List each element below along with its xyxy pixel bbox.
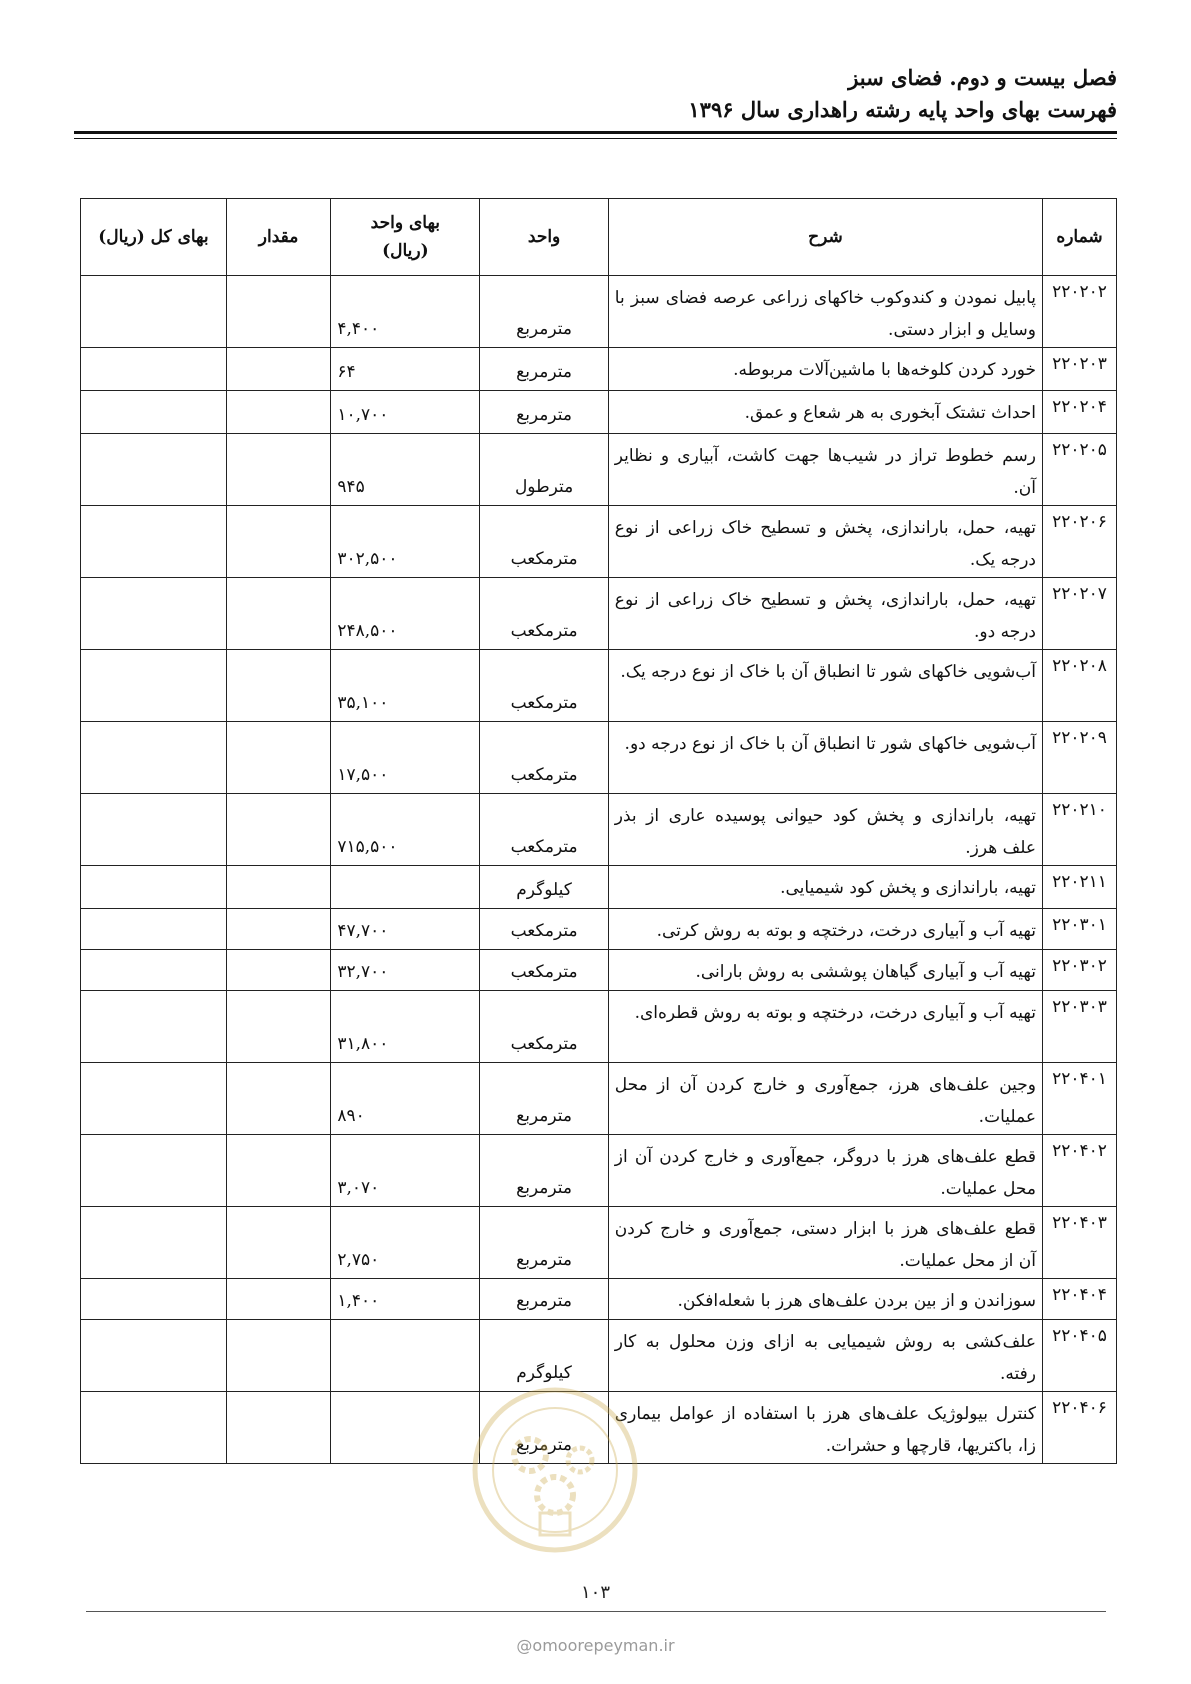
row-description: علف‌کشی به روش شیمیایی به ازای وزن محلول به کار رفته. — [608, 1320, 1042, 1392]
table-row — [81, 909, 1117, 950]
table-row — [81, 1207, 1117, 1279]
row-quantity — [226, 866, 330, 909]
row-unit-price: ۸۹۰ — [331, 1063, 480, 1135]
column-header-description: شرح — [608, 199, 1042, 276]
row-total-price — [81, 950, 227, 991]
table-body — [81, 276, 1117, 1464]
row-unit: مترمربع — [480, 276, 608, 348]
table-row — [81, 276, 1117, 348]
table-row — [81, 1320, 1117, 1392]
table-row — [81, 348, 1117, 391]
row-quantity — [226, 1392, 330, 1464]
row-total-price — [81, 1320, 227, 1392]
row-quantity — [226, 1135, 330, 1207]
row-quantity — [226, 276, 330, 348]
footer-handle: @omoorepeyman.ir — [516, 1636, 675, 1655]
row-description: تهیه، باراندازی و پخش کود حیوانی پوسیده عاری از بذر علف هرز. — [608, 794, 1042, 866]
row-code: ۲۲۰۴۰۲ — [1043, 1135, 1117, 1207]
row-description: تهیه آب و آبیاری درخت، درختچه و بوته به روش کرتی. — [608, 909, 1042, 950]
row-description: پابیل نمودن و کندوکوب خاکهای زراعی عرصه فضای سبز با وسایل و ابزار دستی. — [608, 276, 1042, 348]
row-quantity — [226, 1279, 330, 1320]
row-code: ۲۲۰۳۰۲ — [1043, 950, 1117, 991]
row-unit: مترمکعب — [480, 950, 608, 991]
row-description: تهیه آب و آبیاری درخت، درختچه و بوته به روش قطره‌ای. — [608, 991, 1042, 1063]
row-code: ۲۲۰۴۰۶ — [1043, 1392, 1117, 1464]
row-unit-price — [331, 866, 480, 909]
price-table — [80, 198, 1117, 1464]
publisher-seal-icon — [470, 1385, 640, 1555]
row-unit-price: ۱۰,۷۰۰ — [331, 391, 480, 434]
list-title: فهرست بهای واحد پایه رشته راهداری سال ۱۳۹۶ — [688, 97, 1117, 122]
row-code: ۲۲۰۴۰۵ — [1043, 1320, 1117, 1392]
row-description: آب‌شویی خاکهای شور تا انطباق آن با خاک از نوع درجه دو. — [608, 722, 1042, 794]
row-unit-price: ۲۴۸,۵۰۰ — [331, 578, 480, 650]
row-total-price — [81, 909, 227, 950]
row-unit: مترمکعب — [480, 722, 608, 794]
row-description: قطع علف‌های هرز با دروگر، جمع‌آوری و خارج کردن آن از محل عملیات. — [608, 1135, 1042, 1207]
row-quantity — [226, 506, 330, 578]
table-row — [81, 1279, 1117, 1320]
row-description: وجین علف‌های هرز، جمع‌آوری و خارج کردن آن از محل عملیات. — [608, 1063, 1042, 1135]
row-total-price — [81, 1279, 227, 1320]
row-unit-price: ۳۰۲,۵۰۰ — [331, 506, 480, 578]
row-quantity — [226, 434, 330, 506]
row-code: ۲۲۰۴۰۱ — [1043, 1063, 1117, 1135]
table-row — [81, 650, 1117, 722]
table-row — [81, 391, 1117, 434]
row-unit: مترمکعب — [480, 909, 608, 950]
row-description: تهیه، باراندازی و پخش کود شیمیایی. — [608, 866, 1042, 909]
row-total-price — [81, 348, 227, 391]
row-code: ۲۲۰۲۱۰ — [1043, 794, 1117, 866]
unit-price-label: بهای واحد — [370, 213, 441, 233]
row-total-price — [81, 866, 227, 909]
table-row — [81, 722, 1117, 794]
row-description: سوزاندن و از بین بردن علف‌های هرز با شعله‌افکن. — [608, 1279, 1042, 1320]
unit-price-currency: (ریال) — [382, 241, 429, 261]
row-unit-price: ۳۵,۱۰۰ — [331, 650, 480, 722]
column-header-code: شماره — [1043, 199, 1117, 276]
page-number: ۱۰۳ — [580, 1582, 610, 1603]
row-description: کنترل بیولوژیک علف‌های هرز با استفاده از عوامل بیماری زا، باکتریها، قارچها و حشرات. — [608, 1392, 1042, 1464]
row-description: تهیه، حمل، باراندازی، پخش و تسطیح خاک زراعی از نوع درجه یک. — [608, 506, 1042, 578]
header-rule-thick — [74, 131, 1117, 134]
row-unit: مترمربع — [480, 1207, 608, 1279]
row-total-price — [81, 1207, 227, 1279]
row-unit-price — [331, 1320, 480, 1392]
row-total-price — [81, 434, 227, 506]
row-unit-price: ۱۷,۵۰۰ — [331, 722, 480, 794]
row-code: ۲۲۰۲۰۲ — [1043, 276, 1117, 348]
row-description: قطع علف‌های هرز با ابزار دستی، جمع‌آوری و خارج کردن آن از محل عملیات. — [608, 1207, 1042, 1279]
row-code: ۲۲۰۲۰۵ — [1043, 434, 1117, 506]
row-unit: مترمربع — [480, 1063, 608, 1135]
row-unit: مترمربع — [480, 391, 608, 434]
row-code: ۲۲۰۳۰۱ — [1043, 909, 1117, 950]
row-total-price — [81, 991, 227, 1063]
row-total-price — [81, 578, 227, 650]
table-row — [81, 434, 1117, 506]
row-unit-price: ۳۱,۸۰۰ — [331, 991, 480, 1063]
row-code: ۲۲۰۲۰۹ — [1043, 722, 1117, 794]
row-description: رسم خطوط تراز در شیب‌ها جهت کاشت، آبیاری و نظایر آن. — [608, 434, 1042, 506]
row-quantity — [226, 391, 330, 434]
column-header-unit-price — [331, 199, 480, 276]
row-unit: مترمربع — [480, 1392, 608, 1464]
column-header-unit: واحد — [480, 199, 608, 276]
row-total-price — [81, 1063, 227, 1135]
row-unit-price: ۳,۰۷۰ — [331, 1135, 480, 1207]
row-code: ۲۲۰۲۰۸ — [1043, 650, 1117, 722]
table-row — [81, 794, 1117, 866]
row-unit: مترمکعب — [480, 506, 608, 578]
row-code: ۲۲۰۲۰۳ — [1043, 348, 1117, 391]
row-total-price — [81, 1135, 227, 1207]
row-total-price — [81, 391, 227, 434]
row-unit: مترمکعب — [480, 650, 608, 722]
row-description: تهیه، حمل، باراندازی، پخش و تسطیح خاک زراعی از نوع درجه دو. — [608, 578, 1042, 650]
row-quantity — [226, 950, 330, 991]
row-unit-price: ۹۴۵ — [331, 434, 480, 506]
row-unit: مترطول — [480, 434, 608, 506]
column-header-quantity: مقدار — [226, 199, 330, 276]
row-unit-price: ۶۴ — [331, 348, 480, 391]
page-header — [74, 62, 1117, 126]
row-quantity — [226, 348, 330, 391]
header-rule-thin — [74, 138, 1117, 139]
row-description: آب‌شویی خاکهای شور تا انطباق آن با خاک از نوع درجه یک. — [608, 650, 1042, 722]
row-total-price — [81, 506, 227, 578]
row-code: ۲۲۰۲۰۴ — [1043, 391, 1117, 434]
row-description: تهیه آب و آبیاری گیاهان پوششی به روش بارانی. — [608, 950, 1042, 991]
row-code: ۲۲۰۴۰۴ — [1043, 1279, 1117, 1320]
table-row — [81, 506, 1117, 578]
row-unit-price: ۴۷,۷۰۰ — [331, 909, 480, 950]
table-header-row — [81, 199, 1117, 276]
row-total-price — [81, 276, 227, 348]
row-unit: کیلوگرم — [480, 1320, 608, 1392]
row-unit: مترمربع — [480, 1279, 608, 1320]
row-unit: کیلوگرم — [480, 866, 608, 909]
row-unit-price — [331, 1392, 480, 1464]
row-unit: مترمکعب — [480, 794, 608, 866]
table-row — [81, 866, 1117, 909]
row-description: احداث تشتک آبخوری به هر شعاع و عمق. — [608, 391, 1042, 434]
row-unit-price: ۴,۴۰۰ — [331, 276, 480, 348]
table-row — [81, 991, 1117, 1063]
row-total-price — [81, 722, 227, 794]
row-code: ۲۲۰۴۰۳ — [1043, 1207, 1117, 1279]
chapter-title: فصل بیست و دوم. فضای سبز — [848, 65, 1117, 90]
row-quantity — [226, 991, 330, 1063]
row-unit: مترمکعب — [480, 991, 608, 1063]
row-quantity — [226, 1063, 330, 1135]
row-code: ۲۲۰۲۰۷ — [1043, 578, 1117, 650]
column-header-total: بهای کل (ریال) — [81, 199, 227, 276]
table-row — [81, 950, 1117, 991]
row-description: خورد کردن کلوخه‌ها با ماشین‌آلات مربوطه. — [608, 348, 1042, 391]
row-quantity — [226, 794, 330, 866]
row-code: ۲۲۰۲۱۱ — [1043, 866, 1117, 909]
row-unit: مترمربع — [480, 348, 608, 391]
row-total-price — [81, 650, 227, 722]
footer-rule — [86, 1611, 1106, 1612]
table-row — [81, 1063, 1117, 1135]
row-unit-price: ۲,۷۵۰ — [331, 1207, 480, 1279]
row-quantity — [226, 1207, 330, 1279]
row-quantity — [226, 650, 330, 722]
row-unit: مترمکعب — [480, 578, 608, 650]
row-quantity — [226, 909, 330, 950]
table-row — [81, 578, 1117, 650]
row-quantity — [226, 722, 330, 794]
row-unit: مترمربع — [480, 1135, 608, 1207]
row-code: ۲۲۰۳۰۳ — [1043, 991, 1117, 1063]
row-unit-price: ۱,۴۰۰ — [331, 1279, 480, 1320]
row-code: ۲۲۰۲۰۶ — [1043, 506, 1117, 578]
row-quantity — [226, 578, 330, 650]
row-unit-price: ۳۲,۷۰۰ — [331, 950, 480, 991]
table-row — [81, 1135, 1117, 1207]
row-total-price — [81, 1392, 227, 1464]
row-quantity — [226, 1320, 330, 1392]
row-total-price — [81, 794, 227, 866]
row-unit-price: ۷۱۵,۵۰۰ — [331, 794, 480, 866]
